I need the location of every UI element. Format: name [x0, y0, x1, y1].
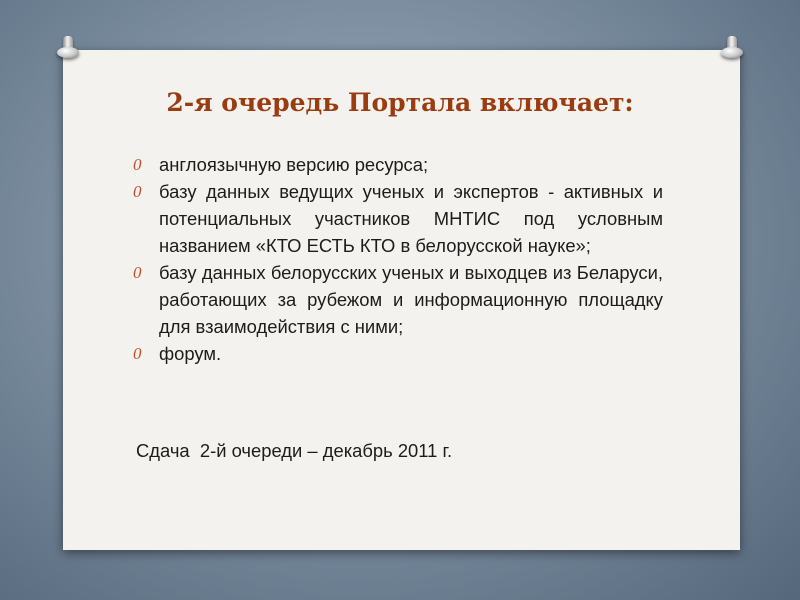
bullet-marker: 0: [133, 182, 142, 201]
bullet-text: форум.: [159, 343, 222, 364]
pushpin-icon: [55, 33, 81, 59]
bullet-marker: 0: [133, 344, 142, 363]
list-item: [133, 178, 663, 259]
pushpin-icon: [719, 33, 745, 59]
list-item: [133, 340, 663, 367]
list-item: [133, 151, 663, 178]
list-item: [133, 259, 663, 340]
completion-note: Сдача 2-й очереди – декабрь 2011 г.: [136, 440, 453, 461]
bullet-text: базу данных белорусских ученых и выходцев из Беларуси, работающих за рубежом и информационную площадку для взаимодействия с ними;: [159, 262, 663, 337]
slide-title: 2-я очередь Портала включает:: [166, 88, 634, 117]
bullet-text: англоязычную версию ресурса;: [159, 154, 429, 175]
bullet-marker: 0: [133, 263, 142, 282]
bullet-text: базу данных ведущих ученых и экспертов - активных и потенциальных участников МНТИС под условным названием «КТО ЕСТЬ КТО в белорусской науке»;: [159, 181, 663, 256]
bullet-list: [133, 151, 663, 367]
bullet-marker: 0: [133, 155, 142, 174]
